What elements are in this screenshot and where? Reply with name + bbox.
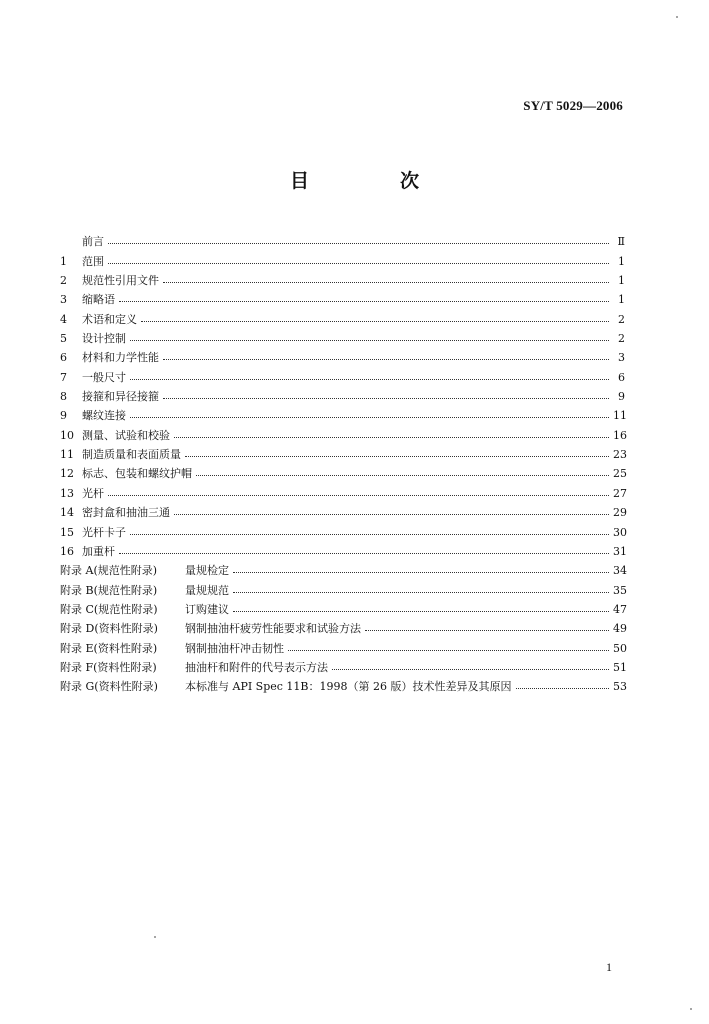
dot-leader <box>288 649 609 651</box>
toc-entry-number: 8 <box>60 390 67 404</box>
toc-entry-label: 规范性引用文件 <box>82 274 159 288</box>
dot-leader <box>108 262 609 264</box>
toc-entry-label: 密封盒和抽油三通 <box>82 506 170 520</box>
toc-entry-page: 2 <box>618 312 625 326</box>
toc-entry-label: 材料和力学性能 <box>82 351 159 365</box>
toc-entry-number: 13 <box>60 486 74 500</box>
dot-leader <box>233 610 609 612</box>
toc-entry[interactable] <box>60 267 625 286</box>
toc-entry-number: 11 <box>60 448 74 462</box>
dot-leader <box>108 494 609 496</box>
toc-entry[interactable] <box>60 441 625 460</box>
dot-leader <box>130 378 609 380</box>
dot-leader <box>141 320 609 322</box>
scan-speck <box>154 936 156 938</box>
dot-leader <box>233 591 609 593</box>
dot-leader <box>119 552 609 554</box>
toc-entry-page: 3 <box>618 351 625 365</box>
toc-entry[interactable] <box>60 479 625 498</box>
appendix-label: 附录 E(资料性附录) <box>60 641 158 655</box>
dot-leader <box>163 358 609 360</box>
toc-entry-number: 10 <box>60 428 74 442</box>
dot-leader <box>163 281 609 283</box>
appendix-label: 附录 C(规范性附录) <box>60 602 158 616</box>
appendix-page: 51 <box>613 660 627 674</box>
dot-leader <box>130 533 609 535</box>
toc-entry[interactable] <box>60 421 625 440</box>
toc-entry[interactable] <box>60 460 625 479</box>
toc-entry-label: 制造质量和表面质量 <box>82 448 181 462</box>
toc-entry-number: 7 <box>60 370 67 384</box>
toc-entry[interactable] <box>60 402 625 421</box>
toc-entry-label: 光杆 <box>82 486 104 500</box>
toc-entry-number: 12 <box>60 467 74 481</box>
toc-entry-page: 1 <box>618 293 625 307</box>
toc-entry[interactable] <box>60 247 625 266</box>
appendix-page: 34 <box>613 564 627 578</box>
toc-entry-number: 15 <box>60 525 74 539</box>
dot-leader <box>196 474 609 476</box>
appendix-label: 附录 F(资料性附录) <box>60 660 157 674</box>
toc-entry-page: 31 <box>613 544 627 558</box>
toc-appendix-entry[interactable] <box>60 654 625 673</box>
toc-entry-number: 1 <box>60 254 67 268</box>
toc-entry[interactable] <box>60 538 625 557</box>
toc-entry-label: 一般尺寸 <box>82 370 126 384</box>
toc-entry-number: 16 <box>60 544 74 558</box>
dot-leader <box>185 455 609 457</box>
appendix-page: 49 <box>613 622 627 636</box>
toc-entry-label: 前言 <box>82 235 104 249</box>
appendix-page: 50 <box>613 641 627 655</box>
toc-appendix-entry[interactable] <box>60 557 625 576</box>
appendix-label: 附录 D(资料性附录) <box>60 622 158 636</box>
toc-entry-number: 6 <box>60 351 67 365</box>
toc-entry-page: 16 <box>613 428 627 442</box>
toc-entry[interactable] <box>60 325 625 344</box>
toc-entry-label: 光杆卡子 <box>82 525 126 539</box>
appendix-title: 订购建议 <box>185 602 229 616</box>
dot-leader <box>130 416 609 418</box>
toc-entry-page: 23 <box>613 448 627 462</box>
page-title: 目 次 <box>289 170 455 192</box>
toc-entry[interactable] <box>60 228 625 247</box>
toc-entry-page: 6 <box>618 370 625 384</box>
toc-entry[interactable] <box>60 518 625 537</box>
dot-leader <box>516 687 610 689</box>
appendix-label: 附录 G(资料性附录) <box>60 680 158 694</box>
toc-appendix-entry[interactable] <box>60 615 625 634</box>
toc-entry-label: 测量、试验和校验 <box>82 428 170 442</box>
appendix-label: 附录 B(规范性附录) <box>60 583 158 597</box>
appendix-title: 抽油杆和附件的代号表示方法 <box>185 660 328 674</box>
dot-leader <box>174 513 609 515</box>
toc-entry-number: 5 <box>60 332 67 346</box>
toc-entry[interactable] <box>60 363 625 382</box>
toc-entry-page: 1 <box>618 274 625 288</box>
toc-entry-page: 9 <box>618 390 625 404</box>
toc-entry-page: 2 <box>618 332 625 346</box>
table-of-contents <box>60 228 625 692</box>
toc-entry-page: Ⅱ <box>617 235 625 249</box>
toc-appendix-entry[interactable] <box>60 634 625 653</box>
appendix-page: 47 <box>613 602 627 616</box>
toc-entry-label: 设计控制 <box>82 332 126 346</box>
toc-entry-label: 加重杆 <box>82 544 115 558</box>
appendix-page: 35 <box>613 583 627 597</box>
appendix-title: 量规规范 <box>185 583 229 597</box>
dot-leader <box>130 339 609 341</box>
appendix-title: 钢制抽油杆疲劳性能要求和试验方法 <box>185 622 361 636</box>
appendix-page: 53 <box>613 680 627 694</box>
toc-entry-page: 25 <box>613 467 627 481</box>
dot-leader <box>163 397 609 399</box>
toc-entry-page: 30 <box>613 525 627 539</box>
dot-leader <box>233 571 609 573</box>
toc-entry-page: 27 <box>613 486 627 500</box>
appendix-title: 钢制抽油杆冲击韧性 <box>185 641 284 655</box>
toc-entry-number: 14 <box>60 506 74 520</box>
toc-entry-label: 缩略语 <box>82 293 115 307</box>
toc-entry-label: 范围 <box>82 254 104 268</box>
toc-entry-page: 11 <box>613 409 627 423</box>
toc-entry-label: 标志、包装和螺纹护帽 <box>82 467 192 481</box>
scan-speck <box>690 1008 692 1010</box>
toc-appendix-entry[interactable] <box>60 576 625 595</box>
toc-entry-number: 2 <box>60 274 67 288</box>
toc-entry[interactable] <box>60 383 625 402</box>
scan-speck <box>676 16 678 18</box>
dot-leader <box>332 668 609 670</box>
dot-leader <box>174 436 609 438</box>
toc-entry[interactable] <box>60 286 625 305</box>
toc-entry-label: 术语和定义 <box>82 312 137 326</box>
dot-leader <box>119 300 609 302</box>
toc-entry-number: 4 <box>60 312 67 326</box>
toc-entry-page: 29 <box>613 506 627 520</box>
toc-entry-page: 1 <box>618 254 625 268</box>
toc-entry-number: 9 <box>60 409 67 423</box>
toc-appendix-entry[interactable] <box>60 596 625 615</box>
standard-code: SY/T 5029—2006 <box>523 98 623 113</box>
page-number: 1 <box>606 960 612 974</box>
dot-leader <box>365 629 609 631</box>
appendix-label: 附录 A(规范性附录) <box>60 564 158 578</box>
toc-entry[interactable] <box>60 305 625 324</box>
toc-entry[interactable] <box>60 344 625 363</box>
toc-appendix-entry[interactable] <box>60 673 625 692</box>
toc-entry-number: 3 <box>60 293 67 307</box>
appendix-title: 量规检定 <box>185 564 229 578</box>
appendix-title: 本标准与 API Spec 11B：1998（第 26 版）技术性差异及其原因 <box>185 680 512 694</box>
toc-entry[interactable] <box>60 499 625 518</box>
toc-entry-label: 接箍和异径接箍 <box>82 390 159 404</box>
toc-entry-label: 螺纹连接 <box>82 409 126 423</box>
dot-leader <box>108 242 609 244</box>
